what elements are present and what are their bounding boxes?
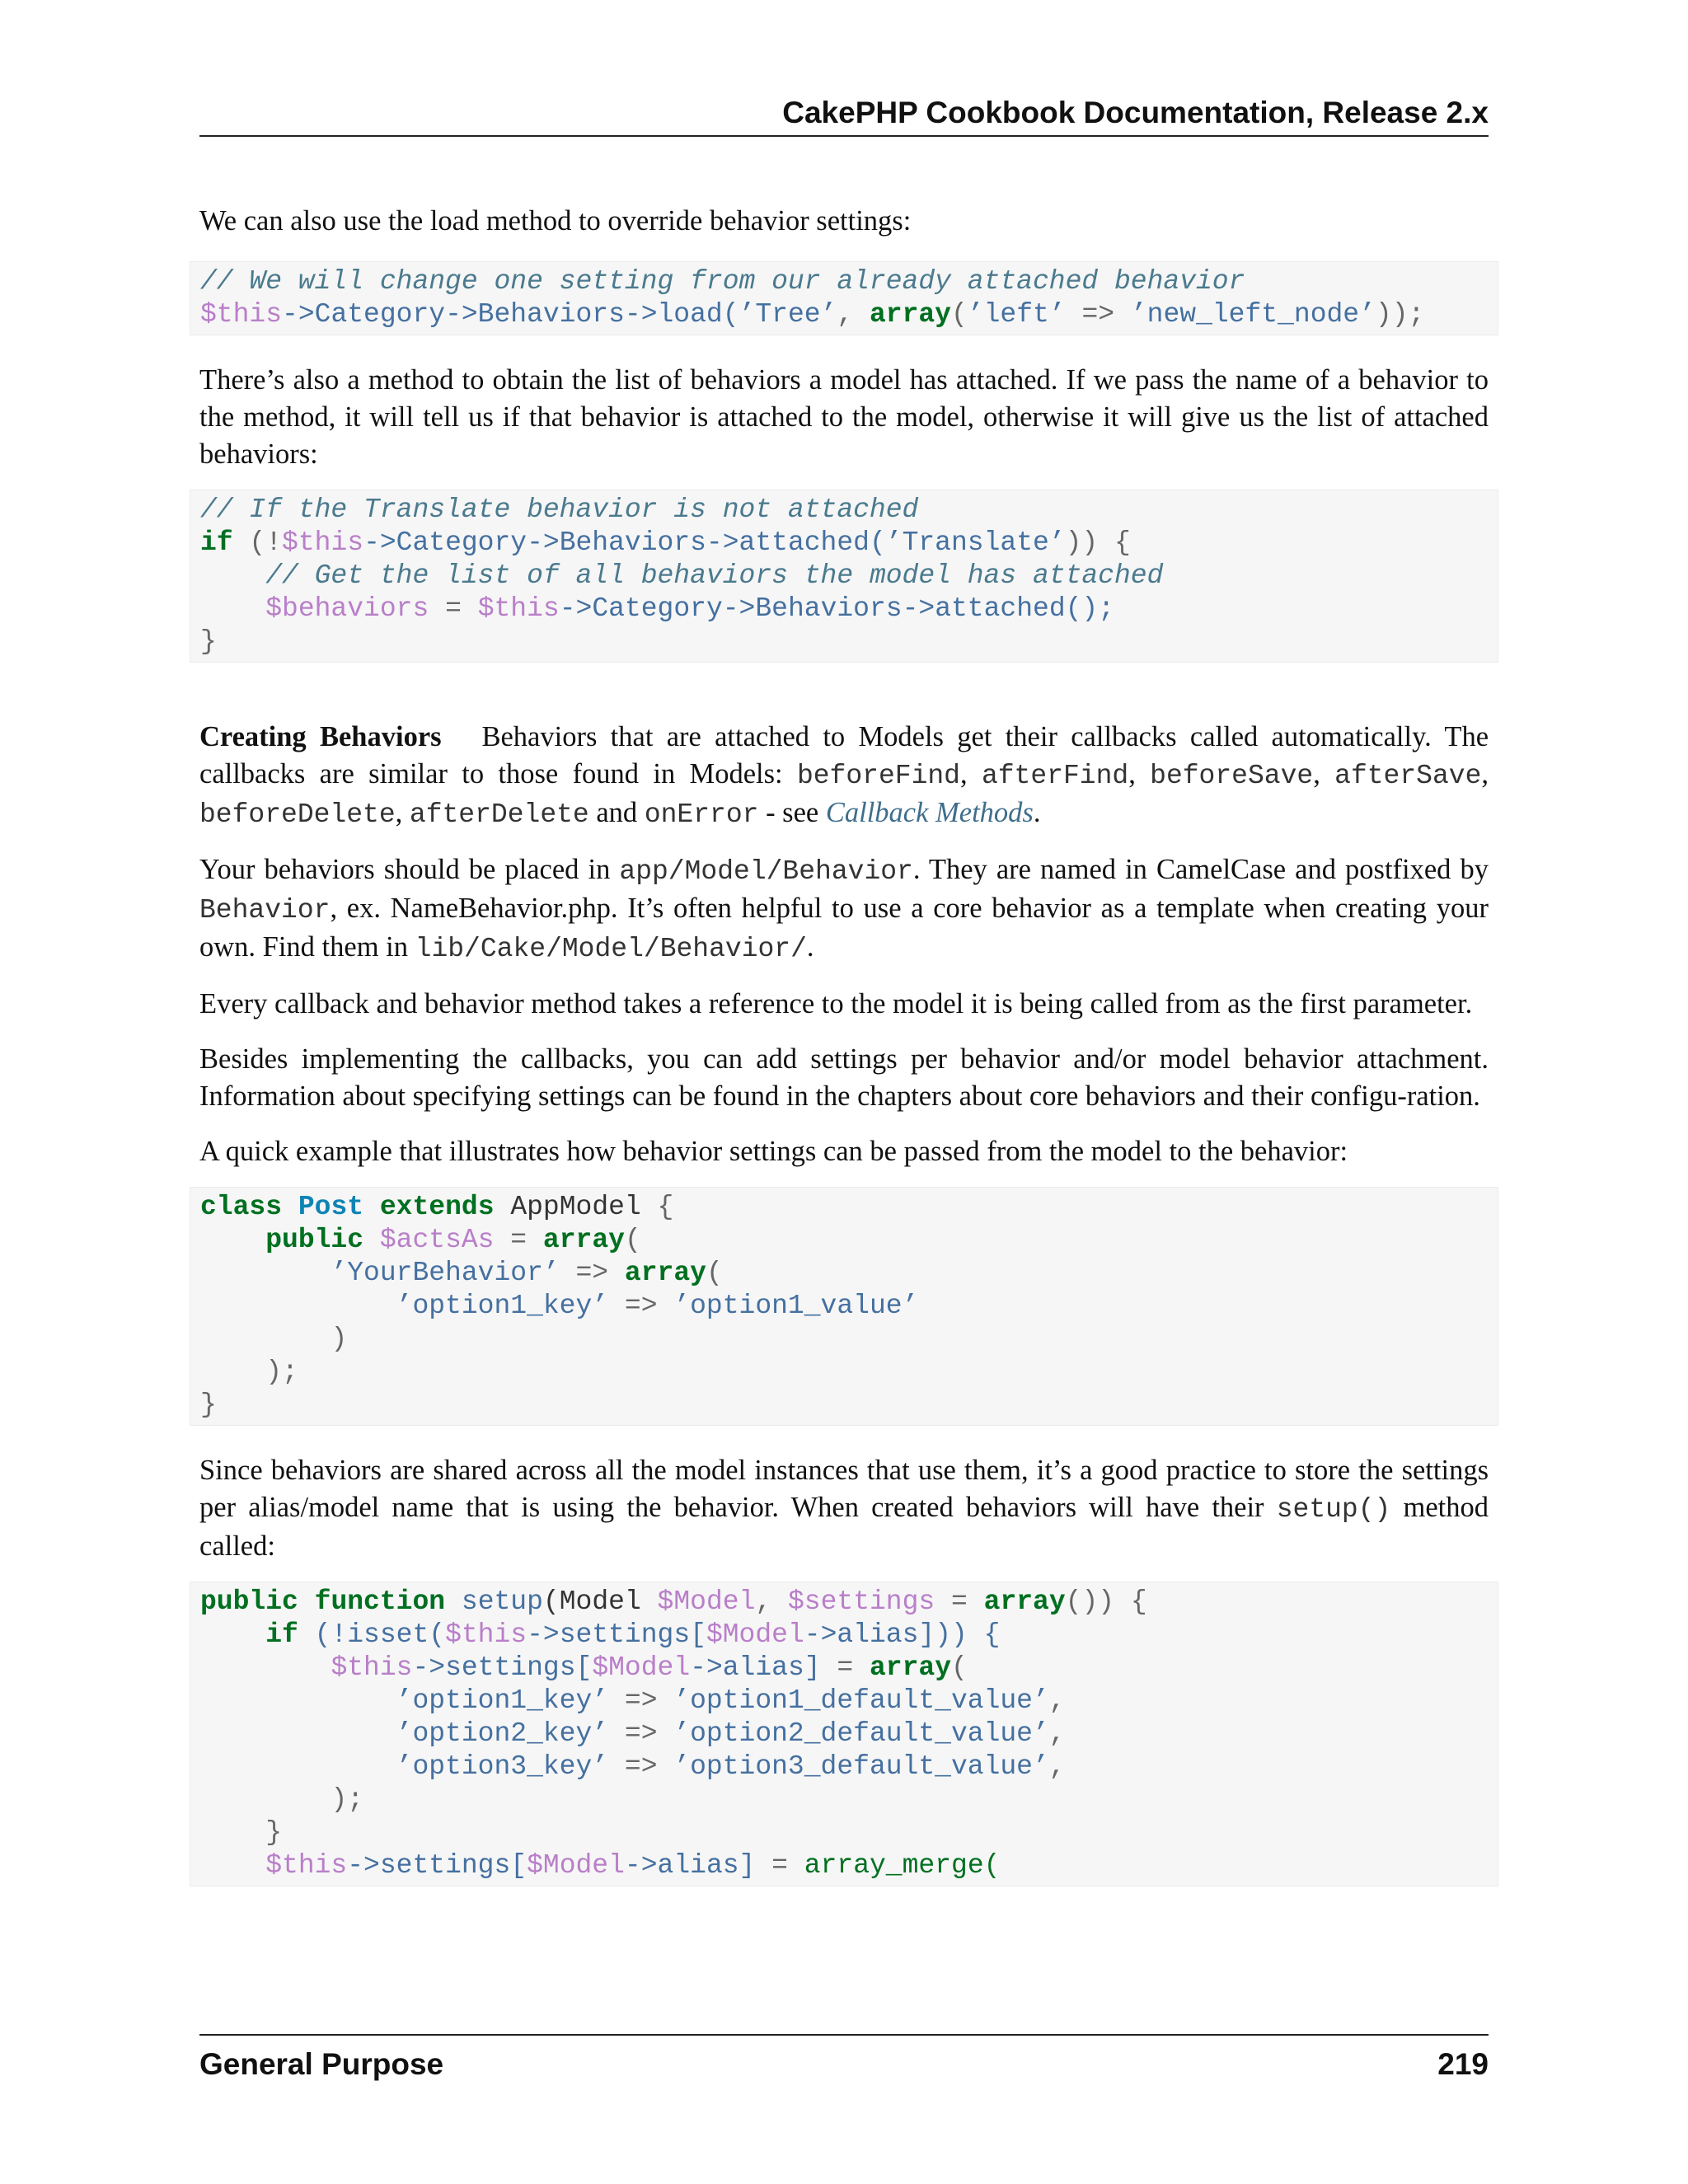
code-punct: )	[331, 1324, 348, 1354]
text-run: method called:	[199, 1492, 1489, 1562]
code-string: ’left’	[967, 299, 1066, 330]
code-method-chain: ->Category->Behaviors->attached();	[559, 593, 1115, 624]
code-brace: {	[640, 1192, 674, 1222]
code-var-model: $Model	[592, 1652, 691, 1683]
code-method-chain: ->Category->Behaviors->attached(	[363, 527, 886, 558]
code-class-name: Post	[298, 1192, 364, 1222]
text-run: - see	[758, 797, 826, 828]
code-keyword: extends	[379, 1192, 495, 1222]
inline-code: beforeDelete	[199, 799, 396, 830]
text-run: ,	[1313, 758, 1335, 790]
paragraph-creating-behaviors	[199, 719, 1489, 833]
inline-code: beforeFind	[796, 761, 960, 791]
callback-methods-link[interactable]: Callback Methods	[825, 797, 1034, 828]
paragraph-behavior-location	[199, 851, 1489, 968]
running-footer	[199, 2034, 1489, 2082]
text-run: Behaviors that are attached to Models get their callbacks called automatically. The callbacks are similar to those found in Models:	[199, 721, 1489, 790]
code-string: ’YourBehavior’	[331, 1258, 560, 1288]
code-string: ’option1_key’	[396, 1291, 609, 1321]
code-var-this: $this	[265, 1850, 348, 1881]
text-run: Your behaviors should be placed in	[199, 854, 620, 885]
code-operator: =>	[608, 1751, 674, 1782]
code-string: ’Translate’	[885, 527, 1066, 558]
code-var-this: $this	[445, 1619, 528, 1650]
paragraph-quick-example: A quick example that illustrates how behavior settings can be passed from the model to the behavior:	[199, 1136, 1348, 1167]
footer-page-number: 219	[1437, 2047, 1489, 2081]
code-punct: ,	[755, 1586, 788, 1617]
code-punct: ));	[1375, 299, 1425, 330]
code-property: ->alias]	[624, 1850, 756, 1881]
code-punct: );	[265, 1357, 298, 1387]
code-punct: ()) {	[1065, 1586, 1147, 1617]
code-comment: // If the Translate behavior is not attached	[200, 494, 919, 525]
code-var-this: $this	[282, 527, 364, 558]
code-string: ’Tree’	[738, 299, 837, 330]
paragraph-load-intro: We can also use the load method to override behavior settings:	[199, 205, 912, 237]
code-string: ’new_left_node’	[1130, 299, 1376, 330]
text-run: ,	[1481, 758, 1489, 790]
code-keyword: class	[200, 1192, 283, 1222]
code-var-this: $this	[331, 1652, 413, 1683]
code-keyword: array	[869, 299, 951, 330]
code-var-this: $this	[200, 299, 283, 330]
code-string: ’option2_default_value’	[673, 1718, 1049, 1749]
text-run: ,	[960, 758, 982, 790]
code-block-attached	[190, 490, 1498, 663]
code-property: ->settings[	[527, 1619, 706, 1650]
paragraph-settings: Besides implementing the callbacks, you can add settings per behavior and/or model behavior attachment. Information about specifying settings can be found in the chapters about core behaviors and their configu-ration.	[199, 1043, 1489, 1112]
code-var-actsas: $actsAs	[379, 1225, 495, 1255]
text-run: ,	[1128, 758, 1151, 790]
code-keyword: public	[265, 1225, 364, 1255]
inline-code: onError	[644, 799, 759, 830]
text-run: and	[588, 797, 645, 828]
code-operator: =	[935, 1586, 984, 1617]
inline-code: app/Model/Behavior	[619, 856, 913, 887]
footer-section: General Purpose	[199, 2047, 444, 2081]
code-property: ->alias])) {	[804, 1619, 1001, 1650]
code-punct: (	[951, 299, 968, 330]
code-string: ’option2_key’	[396, 1718, 609, 1749]
inline-code: beforeSave	[1150, 761, 1314, 791]
code-var-model: $Model	[527, 1850, 625, 1881]
code-punct: (	[624, 1225, 641, 1255]
code-block-setup	[190, 1582, 1498, 1886]
code-var-model: $Model	[657, 1586, 756, 1617]
code-block-post-model	[190, 1187, 1498, 1426]
code-brace: }	[200, 1390, 217, 1420]
code-var-this: $this	[477, 593, 560, 624]
code-operator: =	[820, 1652, 870, 1683]
code-string: ’option1_default_value’	[673, 1685, 1049, 1716]
code-brace: }	[265, 1817, 283, 1848]
code-punct: )) {	[1065, 527, 1131, 558]
code-punct: ,	[1048, 1751, 1066, 1782]
inline-code: afterSave	[1334, 761, 1482, 791]
code-keyword: public	[200, 1586, 298, 1617]
code-comment: // We will change one setting from our already attached behavior	[200, 266, 1245, 297]
code-punct: ,	[837, 299, 870, 330]
code-string: ’option1_value’	[673, 1291, 919, 1321]
text-run: .	[806, 931, 814, 963]
code-punct: ,	[1048, 1718, 1066, 1749]
code-property: ->alias]	[690, 1652, 821, 1683]
code-var-settings: $settings	[787, 1586, 935, 1617]
code-operator: =>	[608, 1718, 674, 1749]
code-punct: );	[331, 1784, 364, 1815]
text-run: ,	[395, 797, 410, 828]
inline-code: lib/Cake/Model/Behavior/	[415, 934, 807, 964]
code-keyword: if	[200, 527, 233, 558]
code-isset: (!isset(	[298, 1619, 446, 1650]
code-property: ->settings[	[347, 1850, 528, 1881]
code-function-name: setup	[461, 1586, 543, 1617]
code-comment: // Get the list of all behaviors the model has attached	[265, 560, 1164, 591]
code-operator: =>	[608, 1291, 674, 1321]
inline-code: afterFind	[981, 761, 1129, 791]
header-title: CakePHP Cookbook Documentation, Release 2.x	[782, 96, 1489, 129]
code-brace: }	[200, 626, 217, 657]
code-keyword: if	[265, 1619, 298, 1650]
inline-code: Behavior	[199, 895, 331, 926]
text-run: .	[1033, 797, 1041, 828]
code-property: ->settings[	[412, 1652, 593, 1683]
code-function-call: array_merge(	[804, 1850, 1001, 1881]
code-punct: (!	[232, 527, 283, 558]
code-operator: =	[494, 1225, 543, 1255]
paragraph-setup-intro	[199, 1452, 1489, 1565]
code-keyword: array	[542, 1225, 625, 1255]
running-header	[199, 92, 1489, 137]
code-punct: (	[706, 1258, 723, 1288]
code-operator: =>	[559, 1258, 625, 1288]
code-punct: ,	[1048, 1685, 1066, 1716]
code-keyword: array	[983, 1586, 1066, 1617]
code-parent-class: AppModel	[510, 1192, 641, 1222]
code-var-model: $Model	[706, 1619, 804, 1650]
code-method-chain: ->Category->Behaviors->load(	[282, 299, 739, 330]
text-run: , ex. NameBehavior.php. It’s often helpful to use a core behavior as a template when creating your own. Find them in	[199, 893, 1489, 963]
code-keyword: array	[870, 1652, 952, 1683]
code-args: (Model	[542, 1586, 658, 1617]
text-run: Since behaviors are shared across all the model instances that use them, it’s a good practice to store the settings per alias/model name that is using the behavior. When created behaviors will have their	[199, 1455, 1489, 1523]
paragraph-attached-intro: There’s also a method to obtain the list of behaviors a model has attached. If we pass the name of a behavior to the method, it will tell us if that behavior is attached to the model, otherwise it will give us the list of attached behaviors:	[199, 364, 1489, 470]
inline-code: afterDelete	[409, 799, 589, 830]
code-keyword: array	[624, 1258, 706, 1288]
code-keyword: function	[314, 1586, 446, 1617]
code-operator: =	[429, 593, 478, 624]
code-var-behaviors: $behaviors	[265, 593, 429, 624]
paragraph-model-reference: Every callback and behavior method takes a reference to the model it is being called from as the first parameter.	[199, 988, 1473, 1019]
code-string: ’option3_key’	[396, 1751, 609, 1782]
code-string: ’option1_key’	[396, 1685, 609, 1716]
text-run: . They are named in CamelCase and postfixed by	[912, 854, 1489, 885]
inline-code: setup()	[1276, 1494, 1391, 1525]
code-string: ’option3_default_value’	[673, 1751, 1049, 1782]
paragraph-lead-term: Creating Behaviors	[199, 721, 442, 752]
code-operator: =	[755, 1850, 804, 1881]
code-punct: (	[951, 1652, 968, 1683]
code-operator: =>	[608, 1685, 674, 1716]
code-block-load	[190, 261, 1498, 335]
code-operator: =>	[1065, 299, 1131, 330]
page-content	[199, 203, 1489, 1886]
